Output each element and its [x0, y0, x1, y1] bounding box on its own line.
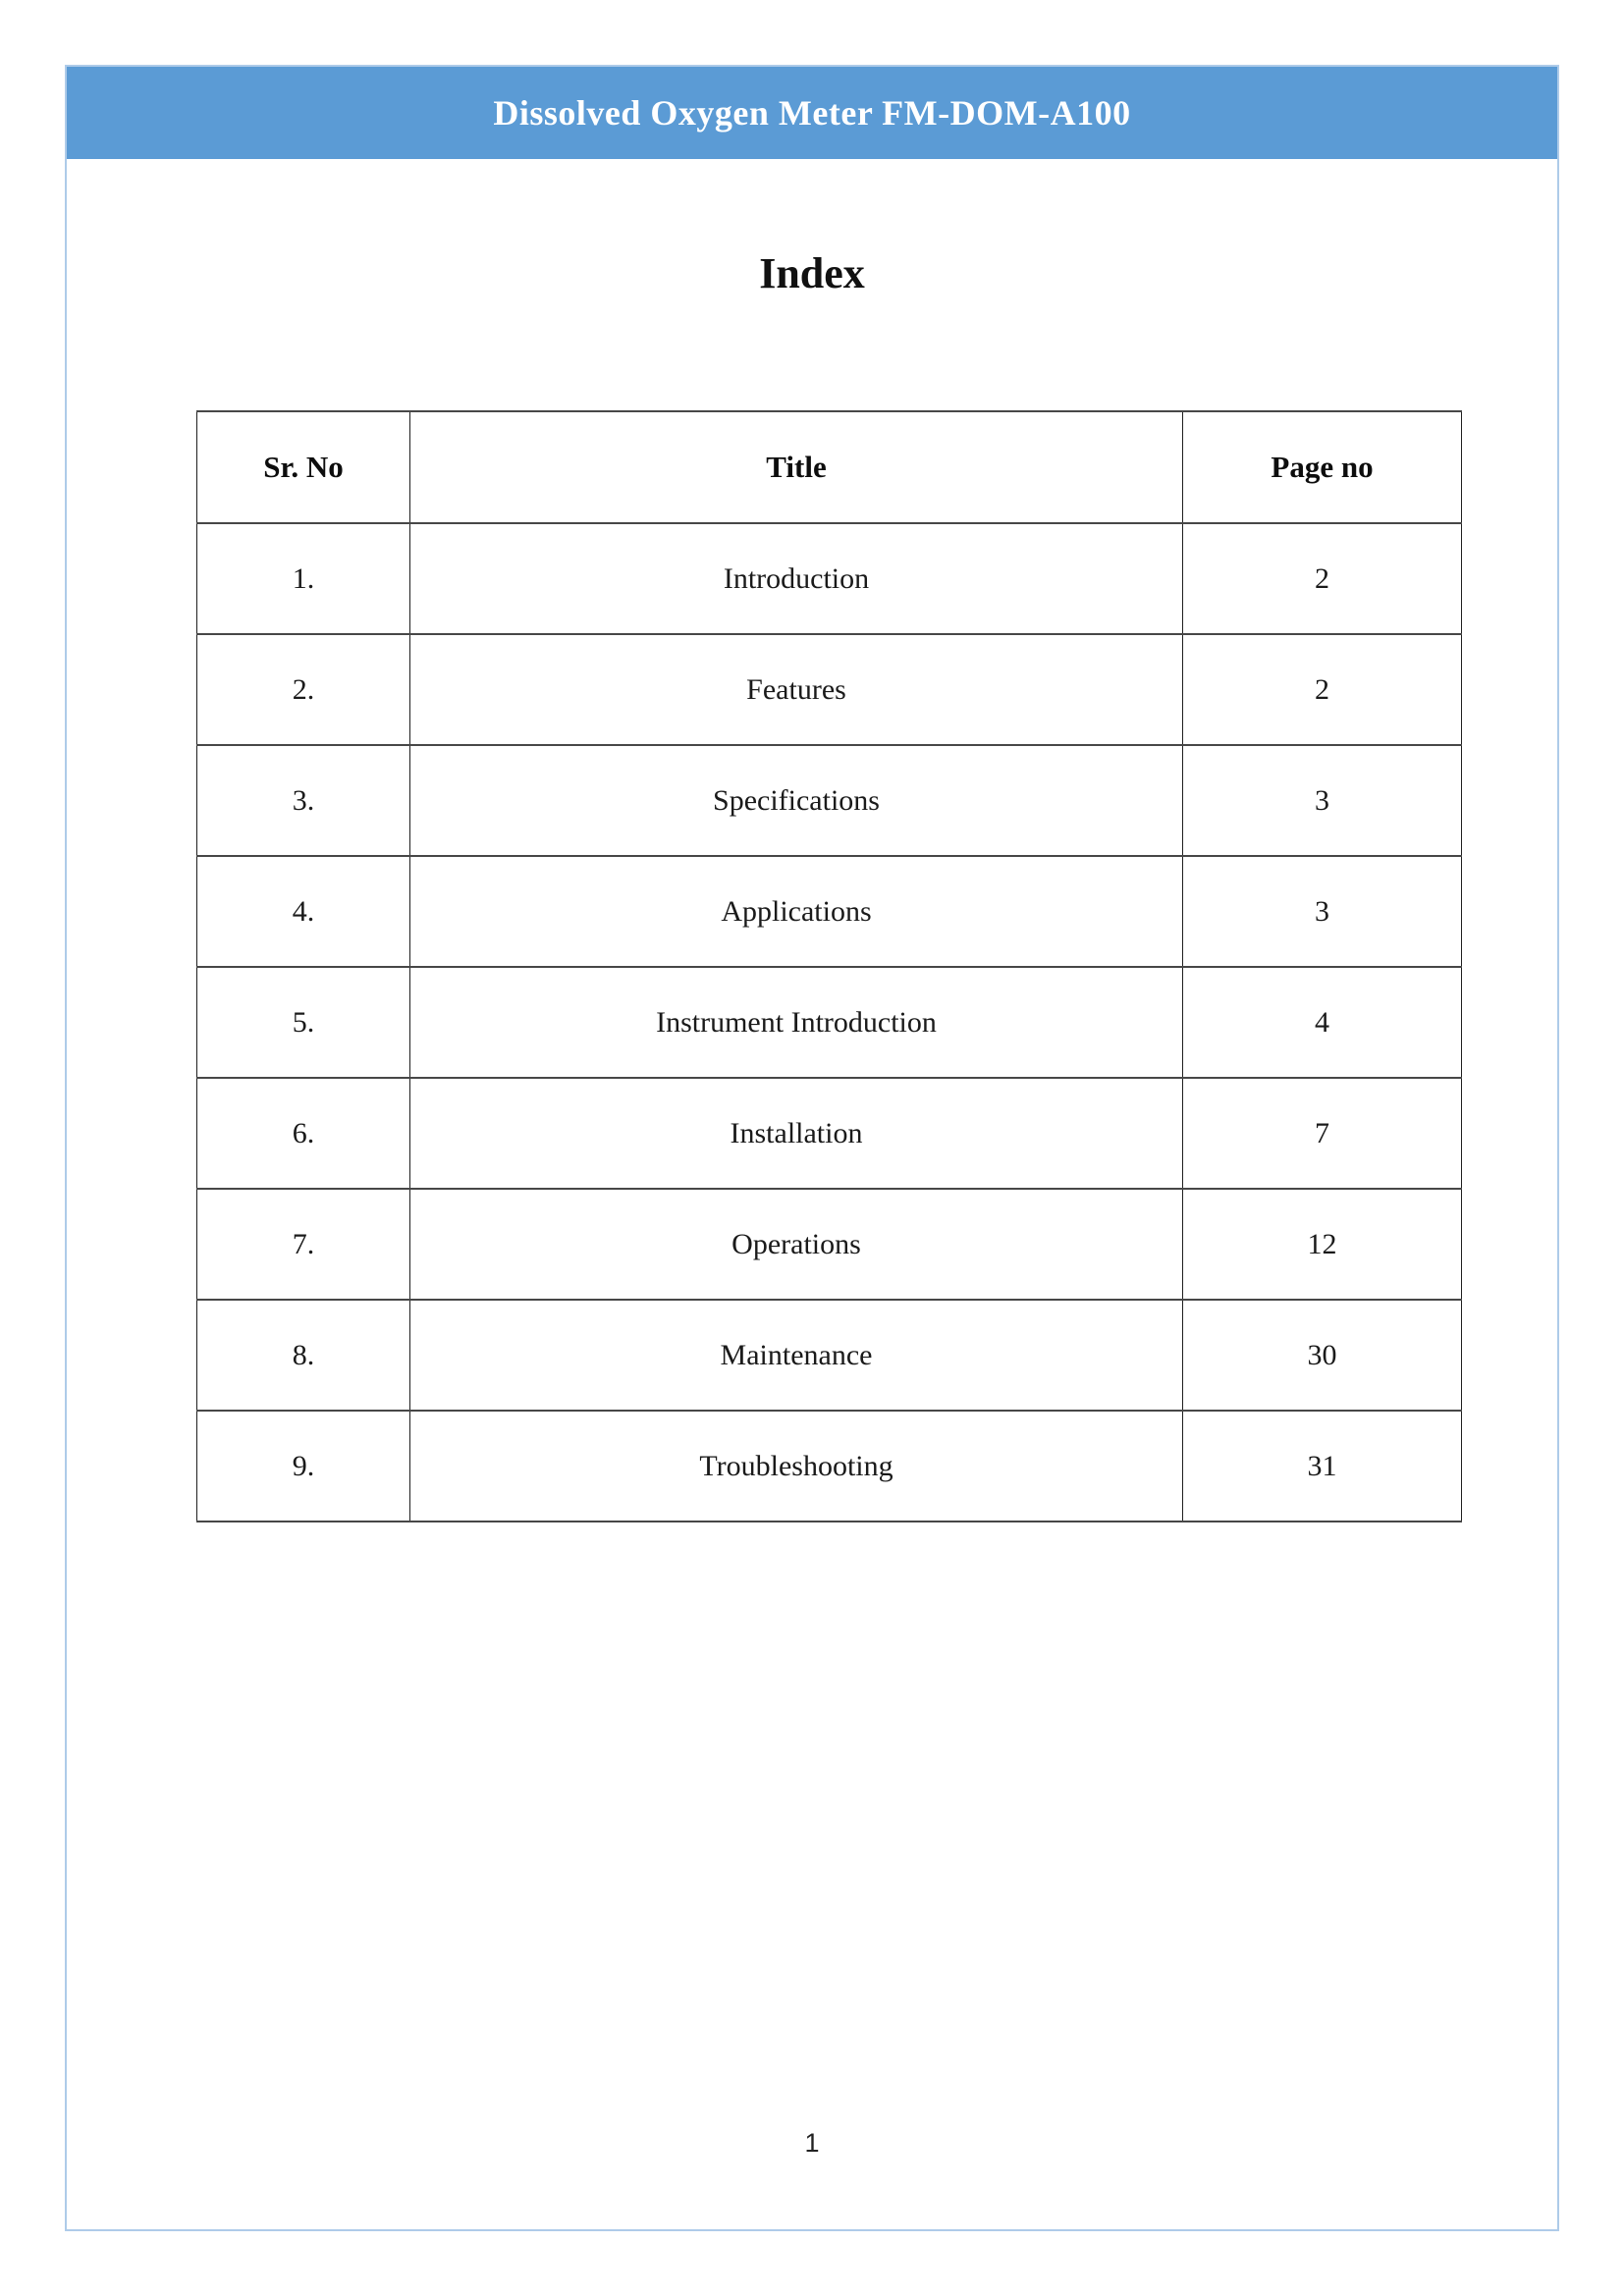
cell-sr-no: 4. [197, 856, 410, 967]
page-number: 1 [804, 2128, 820, 2158]
cell-sr-no: 6. [197, 1078, 410, 1189]
cell-page-no: 2 [1183, 634, 1462, 745]
table-row [197, 1189, 1462, 1300]
index-table-container [196, 410, 1461, 1522]
index-table [196, 410, 1462, 1522]
cell-title: Introduction [410, 523, 1183, 634]
cell-page-no: 31 [1183, 1411, 1462, 1522]
cell-title: Installation [410, 1078, 1183, 1189]
cell-title: Operations [410, 1189, 1183, 1300]
cell-title: Maintenance [410, 1300, 1183, 1411]
table-row [197, 523, 1462, 634]
table-row [197, 1300, 1462, 1411]
cell-sr-no: 5. [197, 967, 410, 1078]
cell-title: Troubleshooting [410, 1411, 1183, 1522]
cell-title: Specifications [410, 745, 1183, 856]
cell-page-no: 4 [1183, 967, 1462, 1078]
column-header-sr-no: Sr. No [197, 411, 410, 523]
table-row [197, 1411, 1462, 1522]
cell-title: Applications [410, 856, 1183, 967]
cell-sr-no: 3. [197, 745, 410, 856]
cell-title: Features [410, 634, 1183, 745]
table-row [197, 1078, 1462, 1189]
document-title: Dissolved Oxygen Meter FM-DOM-A100 [493, 93, 1131, 133]
cell-page-no: 2 [1183, 523, 1462, 634]
cell-title: Instrument Introduction [410, 967, 1183, 1078]
table-row [197, 745, 1462, 856]
cell-page-no: 7 [1183, 1078, 1462, 1189]
document-page [65, 65, 1559, 2231]
cell-sr-no: 7. [197, 1189, 410, 1300]
cell-sr-no: 2. [197, 634, 410, 745]
cell-sr-no: 9. [197, 1411, 410, 1522]
table-row [197, 967, 1462, 1078]
index-heading: Index [759, 249, 865, 297]
cell-sr-no: 1. [197, 523, 410, 634]
cell-page-no: 3 [1183, 856, 1462, 967]
column-header-page-no: Page no [1183, 411, 1462, 523]
table-row [197, 634, 1462, 745]
table-header-row [197, 411, 1462, 523]
cell-page-no: 3 [1183, 745, 1462, 856]
title-band [67, 67, 1557, 159]
cell-sr-no: 8. [197, 1300, 410, 1411]
column-header-title: Title [410, 411, 1183, 523]
cell-page-no: 30 [1183, 1300, 1462, 1411]
table-row [197, 856, 1462, 967]
cell-page-no: 12 [1183, 1189, 1462, 1300]
